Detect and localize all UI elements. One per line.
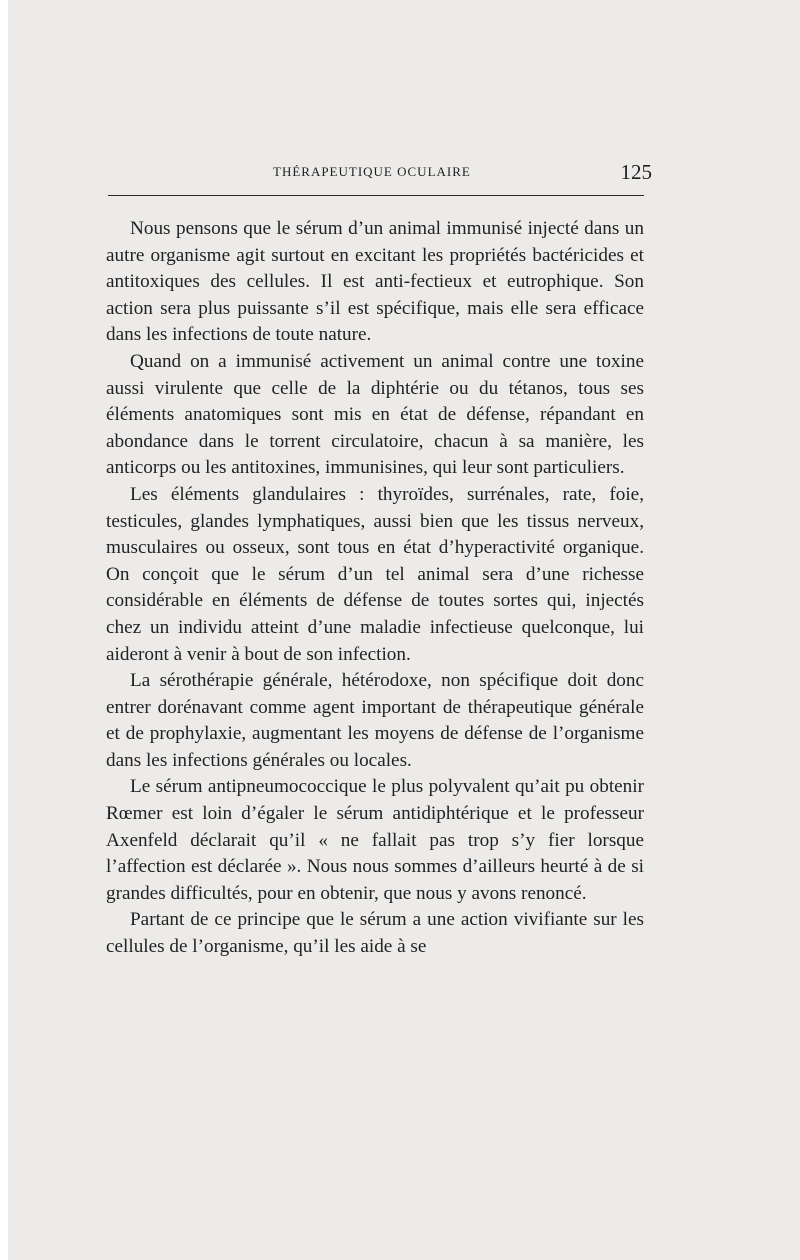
page-number: 125 [620,160,652,184]
paragraph: Nous pensons que le sérum d’un animal immunisé injecté dans un autre organisme agit surtout en excitant les propriétés bactéricides et antitoxiques des cellules. Il est anti-fectieux et eutrophique. Son action sera plus puissante s’il est spécifique, mais elle sera efficace dans les infections de toute nature. [106,218,644,346]
header-rule [108,195,644,196]
paragraph: Partant de ce principe que le sérum a une action vivifiante sur les cellules de l’organisme, qu’il les aide à se [106,909,644,958]
running-header-title: THÉRAPEUTIQUE OCULAIRE [273,164,471,179]
running-header [108,160,652,188]
paragraph: Quand on a immunisé activement un animal contre une toxine aussi virulente que celle de la diphtérie ou du tétanos, tous ses éléments anatomiques sont mis en état de défense, répandant en abondance dans le torrent circulatoire, chacun à sa manière, les anticorps ou les antitoxines, immunisines, qui leur sont particuliers. [106,350,644,479]
paragraph: Le sérum antipneumococcique le plus polyvalent qu’ait pu obtenir Rœmer est loin d’égaler le sérum antidiphtérique et le professeur Axenfeld déclarait qu’il « ne fallait pas trop s’y fier lorsque l’affection est déclarée ». Nous nous sommes d’ailleurs heurté à de si grandes difficultés, pour en obtenir, que nous y avons renoncé. [106,776,644,904]
paragraph: Les éléments glandulaires : thyroïdes, surrénales, rate, foie, testicules, glandes lymphatiques, aussi bien que les tissus nerveux, musculaires ou osseux, sont tous en état d’hyperactivité organique. On conçoit que le sérum d’un tel animal sera d’une richesse considérable en éléments de défense de toutes sortes qui, injectés chez un individu atteint d’une maladie infectieuse quelconque, lui aideront à venir à bout de son infection. [106,483,644,665]
body-text [106,216,644,961]
paragraph: La sérothérapie générale, hétérodoxe, non spécifique doit donc entrer dorénavant comme agent important de thérapeutique générale et de prophylaxie, augmentant les moyens de défense de l’organisme dans les infections générales ou locales. [106,670,644,771]
